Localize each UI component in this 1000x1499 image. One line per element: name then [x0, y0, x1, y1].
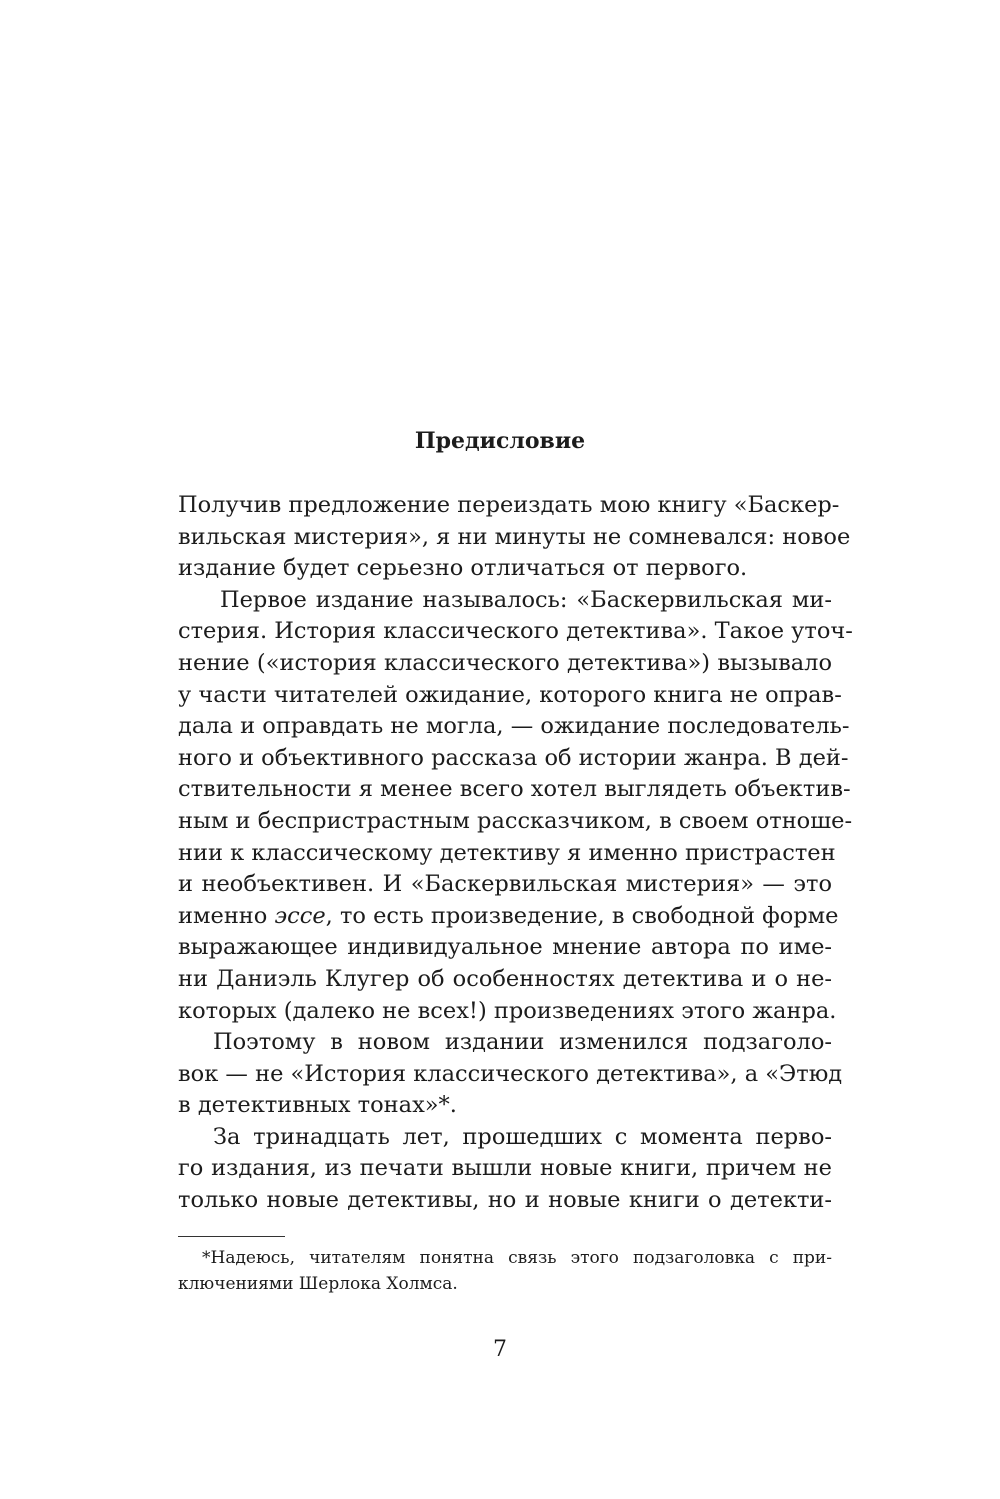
text-line: у части читателей ожидание, которого книга не оправ-	[178, 681, 842, 708]
text-segment: , то есть произведение, в свободной форме	[325, 902, 839, 929]
text-line: в детективных тонах»*.	[178, 1092, 457, 1119]
text-line: дала и оправдать не могла, — ожидание последователь-	[178, 713, 850, 740]
text-line: выражающее индивидуальное мнение автора по име-	[178, 934, 832, 961]
footnote	[178, 1245, 832, 1297]
footnote-line: ключениями Шерлока Холмса.	[178, 1274, 458, 1294]
text-line: Получив предложение переиздать мою книгу «Баскер-	[178, 492, 840, 518]
text-line-with-italic	[178, 901, 839, 933]
text-line: издание будет серьезно отличаться от первого.	[178, 555, 748, 582]
text-line: ным и беспристрастным рассказчиком, в своем отноше-	[178, 807, 853, 834]
text-line: нии к классическому детективу я именно пристрастен	[178, 839, 836, 866]
footnote-divider	[178, 1236, 285, 1237]
chapter-heading: Предисловие	[414, 428, 586, 454]
text-line: вок — не «История классического детектива», а «Этюд	[178, 1060, 843, 1087]
text-segment: именно	[178, 902, 275, 929]
text-line: ни Даниэль Клугер об особенностях детектива и о не-	[178, 965, 832, 992]
text-line: стерия. История классического детектива». Такое уточ-	[178, 618, 853, 645]
text-line: Поэтому в новом издании изменился подзаголо-	[213, 1029, 832, 1056]
text-line: только новые детективы, но и новые книги о детекти-	[178, 1187, 832, 1214]
text-line: Первое издание называлось: «Баскервильская ми-	[220, 586, 832, 613]
text-line: нение («история классического детектива») вызывало	[178, 649, 832, 676]
text-line: которых (далеко не всех!) произведениях этого жанра.	[178, 997, 837, 1024]
text-line: вильская мистерия», я ни минуты не сомневался: новое	[178, 523, 851, 550]
page-number: 7	[493, 1337, 507, 1362]
body-text	[178, 490, 853, 1217]
text-line: го издания, из печати вышли новые книги, причем не	[178, 1155, 832, 1182]
text-line: и необъективен. И «Баскервильская мистерия» — это	[178, 871, 832, 898]
text-line: ствительности я менее всего хотел выглядеть объектив-	[178, 776, 851, 803]
footnote-line: *Надеюсь, читателям понятна связь этого подзаголовка с при-	[202, 1248, 832, 1268]
italic-term: эссе	[274, 902, 326, 929]
text-line: За тринадцать лет, прошедших с момента перво-	[213, 1123, 832, 1150]
text-line: ного и объективного рассказа об истории жанра. В дей-	[178, 744, 849, 771]
